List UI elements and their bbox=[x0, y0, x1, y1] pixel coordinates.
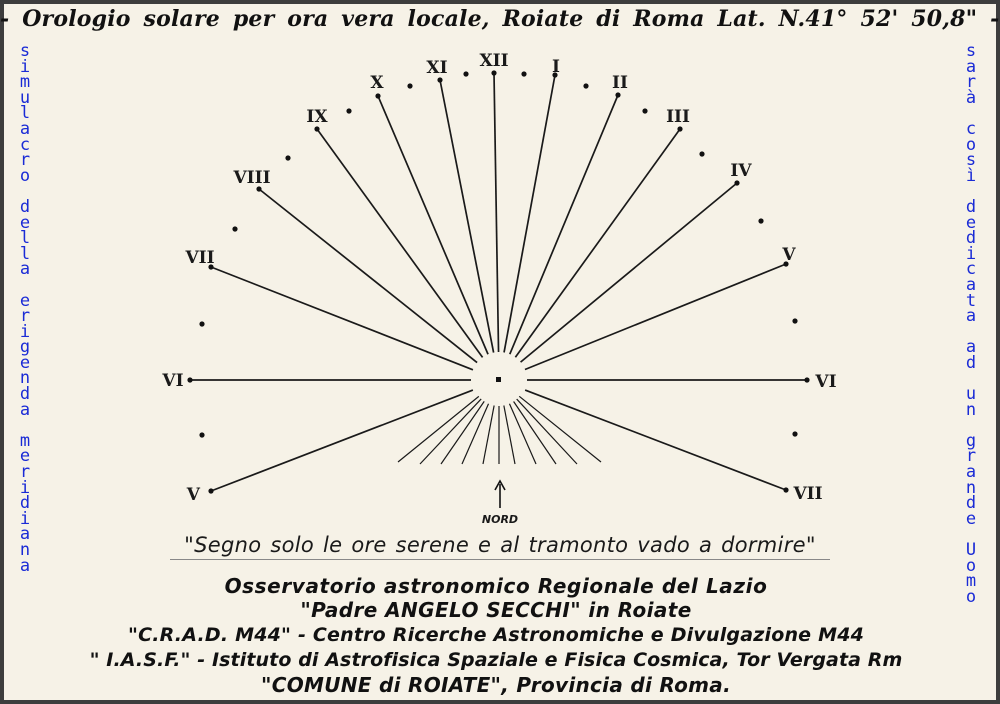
side-right-char: d bbox=[965, 493, 977, 514]
side-left-char: l bbox=[19, 103, 31, 124]
side-left-char: s bbox=[19, 41, 31, 61]
side-right-char: g bbox=[965, 430, 977, 451]
hour-dot bbox=[734, 180, 739, 185]
hour-label: X bbox=[370, 73, 384, 93]
side-right-char: d bbox=[965, 228, 977, 249]
motto-text: "Segno solo le ore serene e al tramonto vado a dormire" bbox=[184, 533, 816, 557]
side-right-char: o bbox=[965, 586, 977, 607]
side-left-char: a bbox=[19, 259, 31, 280]
hour-line bbox=[525, 264, 786, 370]
side-left-char: n bbox=[19, 540, 31, 560]
side-left-char: e bbox=[19, 212, 31, 233]
side-left-char: i bbox=[19, 477, 31, 498]
side-left-char: l bbox=[19, 243, 31, 264]
side-left-char: c bbox=[19, 134, 31, 155]
night-line bbox=[514, 402, 556, 464]
hour-dot bbox=[615, 92, 620, 97]
night-line bbox=[441, 401, 484, 464]
side-left-char: d bbox=[19, 196, 31, 217]
side-right-char: n bbox=[965, 399, 977, 420]
night-line bbox=[504, 406, 515, 464]
half-hour-dot bbox=[346, 108, 351, 113]
hour-line bbox=[378, 96, 488, 354]
side-left-char: i bbox=[19, 508, 31, 529]
hour-label: XI bbox=[426, 58, 448, 78]
side-right-char: a bbox=[965, 56, 977, 77]
side-left-char: r bbox=[19, 150, 31, 171]
side-right-char: a bbox=[965, 274, 977, 295]
side-left-char: i bbox=[19, 56, 31, 77]
hour-dot bbox=[437, 77, 442, 82]
hour-line bbox=[494, 73, 499, 352]
hour-label: V bbox=[186, 485, 200, 505]
north-arrow bbox=[495, 481, 505, 508]
hour-label: VI bbox=[162, 371, 184, 391]
hour-label: VIII bbox=[233, 168, 271, 188]
hour-line bbox=[504, 75, 555, 352]
side-left-char: r bbox=[19, 306, 31, 327]
night-line bbox=[519, 396, 601, 462]
hour-dot bbox=[677, 126, 682, 131]
half-hour-dot bbox=[758, 218, 763, 223]
side-right-char: à bbox=[965, 87, 977, 108]
side-right-char: m bbox=[965, 571, 977, 592]
side-right-char: c bbox=[965, 259, 977, 280]
side-left-char: m bbox=[19, 72, 31, 93]
side-left-char: r bbox=[19, 462, 31, 483]
hour-label: II bbox=[612, 73, 628, 93]
side-right-char: d bbox=[965, 196, 977, 217]
side-right-char: s bbox=[965, 41, 977, 61]
hour-dot bbox=[208, 488, 213, 493]
hour-label: IX bbox=[306, 107, 328, 127]
side-right-char: U bbox=[965, 540, 977, 560]
half-hour-dot bbox=[199, 321, 204, 326]
half-hour-dot bbox=[521, 71, 526, 76]
institution-line-3: "C.R.A.D. M44" - Centro Ricerche Astronomiche e Divulgazione M44 bbox=[127, 624, 865, 646]
hour-label: I bbox=[552, 57, 560, 77]
side-left-char: d bbox=[19, 493, 31, 514]
side-left-char: n bbox=[19, 368, 31, 389]
hour-dot bbox=[314, 126, 319, 131]
side-left-char: e bbox=[19, 290, 31, 311]
night-line bbox=[517, 399, 577, 464]
night-line bbox=[483, 406, 494, 464]
hour-label: III bbox=[666, 107, 690, 127]
side-left-char: g bbox=[19, 337, 31, 358]
side-left-char: a bbox=[19, 118, 31, 139]
institution-line-2: "Padre ANGELO SECCHI" in Roiate bbox=[300, 598, 692, 622]
hour-line bbox=[525, 390, 786, 490]
hour-label: XII bbox=[479, 51, 509, 71]
side-right-char: u bbox=[965, 384, 977, 405]
side-right-char: i bbox=[965, 243, 977, 264]
hour-line bbox=[440, 80, 494, 353]
hour-label: IV bbox=[730, 161, 752, 181]
side-right-char: o bbox=[965, 134, 977, 155]
side-right-char: e bbox=[965, 212, 977, 233]
side-right-char: e bbox=[965, 508, 977, 529]
hour-dot bbox=[783, 487, 788, 492]
side-right-char: o bbox=[965, 555, 977, 576]
motto-underline bbox=[170, 559, 830, 560]
side-right-char: n bbox=[965, 477, 977, 498]
hour-line bbox=[211, 390, 473, 491]
night-line bbox=[420, 399, 481, 464]
hour-line bbox=[317, 129, 483, 357]
half-hour-dot bbox=[642, 108, 647, 113]
hour-line bbox=[515, 129, 680, 357]
hour-line bbox=[510, 95, 618, 354]
institution-line-1: Osservatorio astronomico Regionale del Lazio bbox=[224, 574, 768, 598]
side-right-char: c bbox=[965, 118, 977, 139]
side-right-char: s bbox=[965, 150, 977, 171]
side-left-char: e bbox=[19, 446, 31, 467]
half-hour-dot bbox=[285, 155, 290, 160]
side-left-char: m bbox=[19, 430, 31, 451]
side-right-char: a bbox=[965, 337, 977, 358]
half-hour-dot bbox=[199, 432, 204, 437]
hour-dot bbox=[804, 377, 809, 382]
hour-dot bbox=[375, 93, 380, 98]
hour-dot bbox=[491, 70, 496, 75]
half-hour-dot bbox=[583, 83, 588, 88]
side-right-char: a bbox=[965, 306, 977, 327]
side-left-char: d bbox=[19, 384, 31, 405]
side-right-char: ì bbox=[965, 165, 977, 186]
side-left-char: o bbox=[19, 165, 31, 186]
side-right-char: d bbox=[965, 352, 977, 373]
half-hour-dot bbox=[792, 431, 797, 436]
side-left-char: a bbox=[19, 555, 31, 576]
side-right-char: t bbox=[965, 290, 977, 311]
side-left-char: l bbox=[19, 228, 31, 249]
half-hour-dot bbox=[407, 83, 412, 88]
side-left-char: a bbox=[19, 524, 31, 545]
side-left-char: u bbox=[19, 87, 31, 108]
hour-line bbox=[211, 267, 473, 370]
institution-line-5: "COMUNE di ROIATE", Provincia di Roma. bbox=[261, 673, 731, 697]
half-hour-dot bbox=[699, 151, 704, 156]
hour-line bbox=[259, 189, 477, 363]
side-left-char: i bbox=[19, 321, 31, 342]
side-right-char: r bbox=[965, 72, 977, 93]
hour-line bbox=[521, 183, 737, 362]
half-hour-dot bbox=[792, 318, 797, 323]
half-hour-dot bbox=[232, 226, 237, 231]
side-left-char: a bbox=[19, 399, 31, 420]
hour-label: V bbox=[782, 245, 796, 265]
gnomon-center bbox=[496, 377, 501, 382]
side-left-char: e bbox=[19, 352, 31, 373]
institution-line-4: " I.A.S.F." - Istituto di Astrofisica Spaziale e Fisica Cosmica, Tor Vergata Rm bbox=[89, 649, 903, 671]
side-right-char: r bbox=[965, 446, 977, 467]
hour-label: VII bbox=[793, 484, 823, 504]
half-hour-dot bbox=[463, 71, 468, 76]
north-label: NORD bbox=[481, 513, 519, 526]
hour-label: VI bbox=[815, 372, 837, 392]
side-right-char: a bbox=[965, 462, 977, 483]
hour-dot bbox=[187, 377, 192, 382]
hour-label: VII bbox=[185, 248, 215, 268]
page-title: - Orologio solare per ora vera locale, Roiate di Roma Lat. N.41° 52' 50,8" - bbox=[0, 6, 1000, 32]
